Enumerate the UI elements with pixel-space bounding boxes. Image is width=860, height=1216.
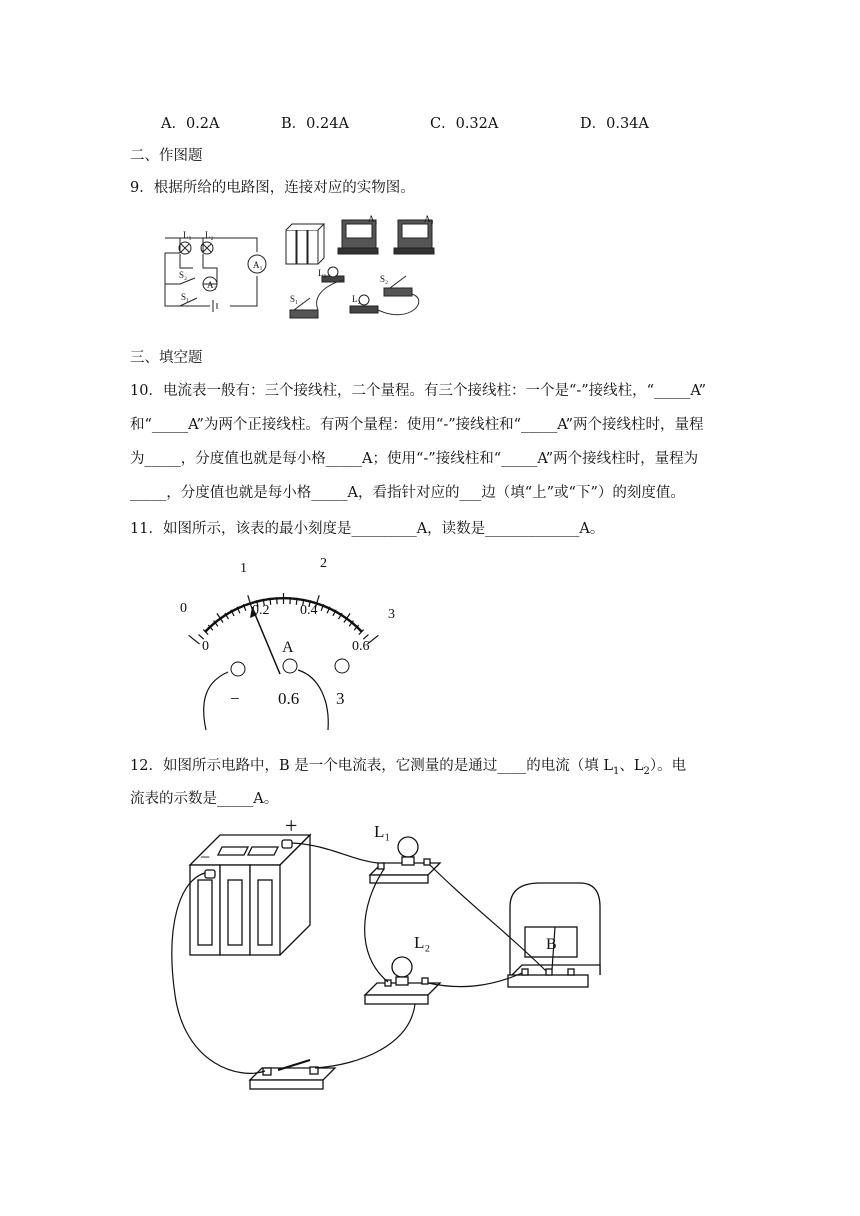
q9-text: 9．根据所给的电路图，连接对应的实物图。 xyxy=(130,180,415,196)
q12-line-1 xyxy=(130,755,686,783)
switch-s2-device xyxy=(384,276,412,296)
bottom-scale-0-4: 0.4 xyxy=(300,603,318,618)
q11-text: 11．如图所示，该表的最小刻度是_________A，读数是_____________A。 xyxy=(130,521,605,537)
battery-plus-label: + xyxy=(285,815,298,838)
q9-circuit-schematic xyxy=(155,218,270,333)
dial-tick xyxy=(189,635,200,644)
top-scale-0: 0 xyxy=(180,601,187,616)
schematic-label-a1: A₁ xyxy=(253,260,263,270)
section-heading-fill: 三、填空题 xyxy=(130,350,203,366)
q8-option-b: B．0.24A xyxy=(281,116,349,132)
q10-line-2: 和“_____A”为两个正接线柱。有两个量程：使用“-”接线柱和“_____A”两个接线柱时，量程 xyxy=(130,417,704,433)
dial-tick xyxy=(270,598,271,605)
physical-label-a2: A₂ xyxy=(424,214,434,224)
top-scale-2: 2 xyxy=(320,556,327,571)
lamp-l2-device xyxy=(365,957,440,1004)
q12-circuit-figure xyxy=(160,815,620,1105)
physical-label-l1: L₁ xyxy=(318,268,327,278)
dial-tick xyxy=(296,598,297,605)
q12-sub-2: 2 xyxy=(643,765,650,777)
lamp-l1-device xyxy=(370,837,440,883)
top-scale-1: 1 xyxy=(240,561,247,576)
q12-sub-1: 1 xyxy=(612,765,620,777)
ammeter-a1-device xyxy=(338,220,378,254)
meter-unit-label: A xyxy=(282,639,294,656)
top-scale-3: 3 xyxy=(388,607,395,622)
q8-option-d: D．0.34A xyxy=(580,116,649,132)
battery-pack xyxy=(286,224,324,264)
lamp-l1-label: L₁ xyxy=(374,822,391,841)
ammeter-a2-device xyxy=(394,220,434,254)
physical-label-l2: L₂ xyxy=(352,294,361,304)
q10-line-1: 10．电流表一般有：三个接线柱，二个量程。有三个接线柱：一个是“-”接线柱，“_____A” xyxy=(130,383,707,399)
schematic-label-a2: A₂ xyxy=(207,280,217,290)
bottom-scale-0-2: 0.2 xyxy=(252,603,270,618)
q12-line-1-suffix: ）。电 xyxy=(649,758,687,774)
switch-device xyxy=(250,1060,335,1089)
terminal-label-0-6: 0.6 xyxy=(278,689,300,708)
terminal-3 xyxy=(335,659,349,673)
q12-line-1-mid: 、L xyxy=(619,758,644,774)
ammeter-b-label: B xyxy=(546,936,557,953)
physical-label-s2: S₂ xyxy=(380,274,389,284)
terminal-label-3: 3 xyxy=(336,689,345,708)
schematic-label-s1: S₁ xyxy=(181,292,190,302)
terminal-label-negative: − xyxy=(230,689,240,708)
terminal-negative xyxy=(231,662,245,676)
battery-minus-label: − xyxy=(200,847,211,867)
physical-label-s1: S₁ xyxy=(290,294,299,304)
q12-line-1-prefix: 12．如图所示电路中，B 是一个电流表，它测量的是通过____的电流（填 L xyxy=(130,758,613,774)
physical-label-a1: A₁ xyxy=(368,214,378,224)
q10-line-3: 为_____，分度值也就是每小格_____A；使用“-”接线柱和“_____A”两个接线柱时，量程为 xyxy=(130,451,699,467)
terminal-0-6 xyxy=(283,659,297,673)
schematic-label-l1: L₁ xyxy=(183,230,192,240)
bottom-scale-0: 0 xyxy=(202,639,209,654)
q10-line-4: _____，分度值也就是每小格_____A，看指针对应的___边（填“上”或“下”）的刻度值。 xyxy=(130,485,685,501)
lamp-l2-label: L₂ xyxy=(414,933,431,952)
section-heading-drawing: 二、作图题 xyxy=(130,148,203,164)
schematic-label-l2: L₂ xyxy=(205,230,214,240)
q12-line-2: 流表的示数是_____A。 xyxy=(130,791,279,807)
q9-physical-components xyxy=(280,210,450,335)
bottom-scale-0-6: 0.6 xyxy=(352,639,370,654)
q8-option-a: A．0.2A xyxy=(161,116,220,132)
q11-ammeter-dial xyxy=(170,552,410,737)
q8-option-c: C．0.32A xyxy=(430,116,499,132)
schematic-label-s2: S₂ xyxy=(179,270,188,280)
